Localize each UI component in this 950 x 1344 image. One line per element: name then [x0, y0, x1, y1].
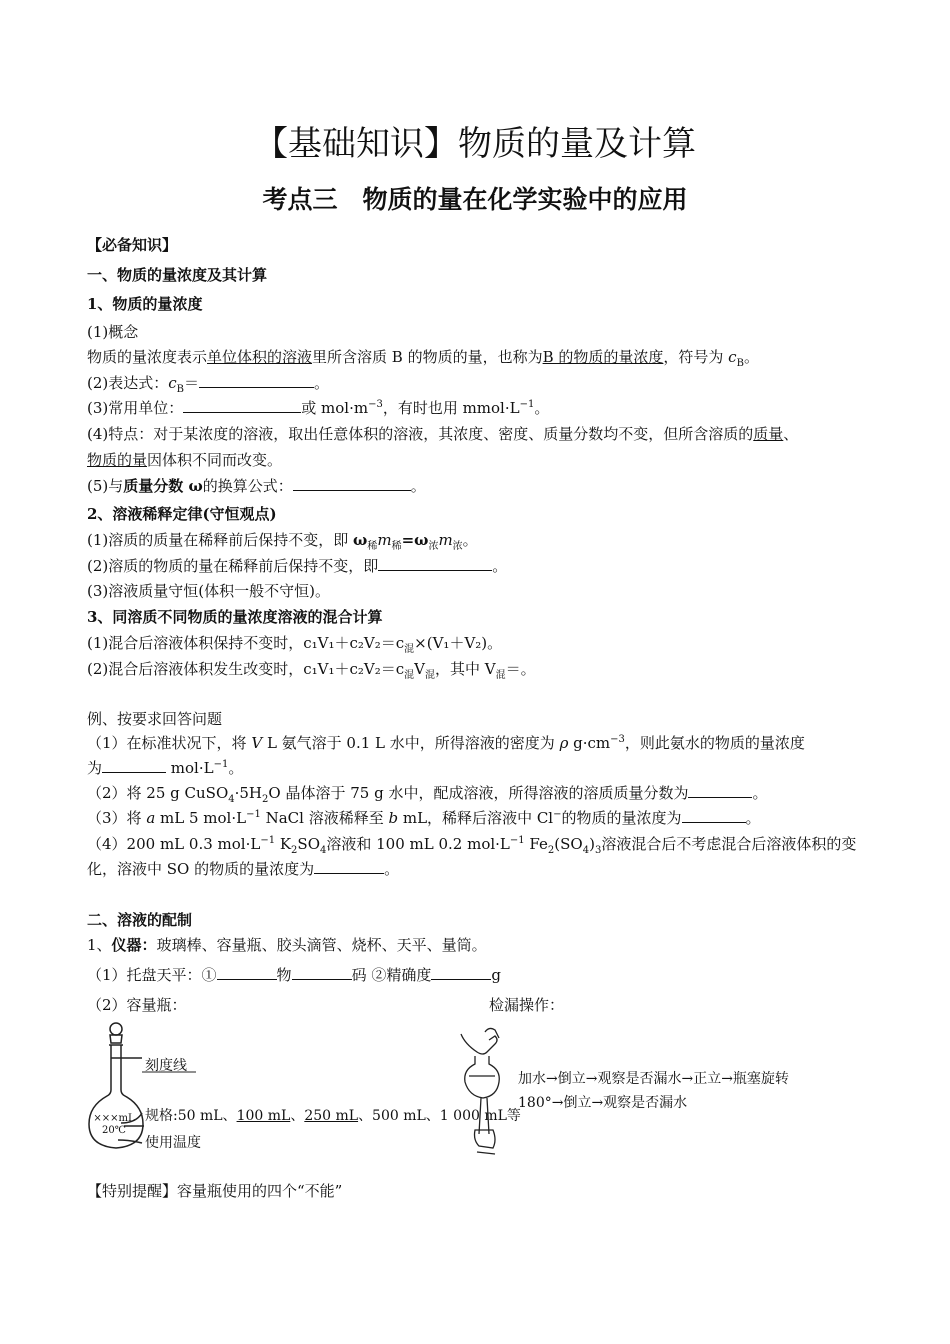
answer-blank[interactable] [217, 964, 277, 980]
subscript: 稀 [367, 541, 378, 552]
section-required-heading: 【必备知识】 [87, 236, 178, 254]
subscript: 2 [262, 794, 269, 805]
superscript: −1 [260, 835, 276, 846]
text: O 晶体溶于 75 g 水中，配成溶液，所得溶液的溶质质量分数为 [268, 784, 689, 802]
text: ·5H [234, 784, 263, 802]
symbol: m [377, 531, 392, 549]
volumetric-flask-label: （2）容量瓶： [87, 996, 187, 1014]
text: 、 [783, 425, 799, 443]
text: 为 [87, 759, 103, 777]
text: 。 [745, 809, 761, 827]
text: 的物质的量浓度为 [561, 809, 682, 827]
text: (1)混合后溶液体积保持不变时，c₁V₁＋c₂V₂＝c [87, 634, 405, 652]
text: 。 [743, 348, 759, 366]
bold-term: 质量分数 ω [123, 477, 203, 495]
document-subtitle: 考点三 物质的量在化学实验中的应用 [262, 185, 688, 214]
text: 因体积不同而改变。 [147, 451, 283, 469]
leak-test-step-1: 加水→倒立→观察是否漏水→正立→瓶塞旋转 [518, 1071, 789, 1087]
symbol: a [146, 809, 156, 827]
part2-heading: 二、溶液的配制 [87, 911, 193, 929]
bold-term: 仪器： [111, 936, 157, 954]
superscript: −1 [519, 399, 535, 410]
text: 。 [462, 531, 478, 549]
mix-line-2 [87, 658, 877, 680]
question-4-line-2 [87, 858, 877, 880]
instruments-line [87, 934, 877, 956]
text: mol·L [166, 759, 214, 777]
special-reminder: 【特别提醒】容量瓶使用的四个“不能” [87, 1182, 343, 1200]
hand-holding-flask-icon [461, 1028, 499, 1154]
text: 规格:50 mL、 [145, 1108, 237, 1124]
text: (3)常用单位： [87, 399, 184, 417]
text: （1）在标准状况下，将 [87, 734, 252, 752]
text: 的换算公式： [202, 477, 293, 495]
volumetric-flask-figure [84, 1018, 449, 1158]
answer-blank[interactable] [293, 475, 411, 491]
text: 或 mol·m [301, 399, 369, 417]
symbol: ω [414, 531, 429, 549]
text: g [491, 966, 501, 984]
superscript: −3 [610, 734, 625, 745]
text: g·cm [568, 734, 611, 752]
text: 。 [228, 759, 244, 777]
subscript: 2 [291, 845, 298, 856]
answer-blank[interactable] [688, 782, 752, 798]
subscript: 4 [582, 845, 590, 856]
text: 。 [534, 399, 550, 417]
text: mL，稀释后溶液中 Cl [398, 809, 554, 827]
subscript: 3 [594, 845, 602, 856]
question-3 [87, 807, 877, 829]
subscript: 混 [404, 644, 415, 655]
symbol: V [251, 734, 263, 752]
text: （1）托盘天平：① [87, 966, 217, 984]
text: (5)与 [87, 477, 124, 495]
question-1-line-1 [87, 732, 877, 754]
answer-blank[interactable] [292, 964, 352, 980]
text: 码 ②精确度 [351, 966, 432, 984]
subscript: 浓 [452, 541, 463, 552]
text: SO [297, 835, 320, 853]
subscript: 4 [320, 845, 327, 856]
dilution-line-3: (3)溶液质量守恒(体积一般不守恒)。 [87, 582, 330, 600]
answer-blank[interactable] [199, 372, 314, 388]
text: ，符号为 [663, 348, 729, 366]
text: （2）将 25 g CuSO [87, 784, 229, 802]
underlined-term: 质量 [753, 425, 784, 443]
symbol: b [388, 809, 399, 827]
use-temperature-label: 使用温度 [145, 1135, 201, 1151]
s3-heading: 3、同溶质不同物质的量浓度溶液的混合计算 [87, 608, 383, 626]
symbol: ρ [559, 734, 569, 752]
text: 、500 mL、1 000 mL等 [358, 1108, 521, 1124]
flask-bulb-label [92, 1113, 136, 1137]
text: 。 [410, 477, 426, 495]
leak-test-label: 检漏操作： [489, 996, 565, 1014]
part1-heading: 一、物质的量浓度及其计算 [87, 266, 268, 284]
balance-line [87, 964, 877, 986]
subscript: 稀 [391, 541, 402, 552]
underlined-term: 250 mL [304, 1108, 359, 1124]
underlined-term: 100 mL [236, 1108, 291, 1124]
text: (2)溶质的物质的量在稀释前后保持不变，即 [87, 557, 379, 575]
bulb-temperature: 20℃ [102, 1125, 126, 1136]
text: 。 [752, 784, 768, 802]
text: (2)表达式： [87, 374, 169, 392]
text: V [414, 660, 426, 678]
superscript: −1 [509, 835, 525, 846]
text: ×(V₁＋V₂)。 [414, 634, 503, 652]
text: L 氨气溶于 0.1 L 水中，所得溶液的密度为 [262, 734, 560, 752]
example-heading: 例、按要求回答问题 [87, 710, 223, 728]
text: ，则此氨水的物质的量浓度 [624, 734, 805, 752]
underlined-term: 物质的量 [87, 451, 148, 469]
subscript: 混 [404, 670, 415, 681]
subscript: 2 [547, 845, 555, 856]
answer-blank[interactable] [314, 858, 384, 874]
s2-heading: 2、溶液稀释定律(守恒观点) [87, 505, 277, 523]
dilution-line-2 [87, 555, 877, 577]
text: 玻璃棒、容量瓶、胶头滴管、烧杯、天平、量筒。 [156, 936, 487, 954]
subscript: 浓 [428, 541, 439, 552]
text: mL 5 mol·L [155, 809, 247, 827]
text: (SO [554, 835, 583, 853]
text: 物质的量浓度表示 [87, 348, 208, 366]
text: 。 [384, 860, 400, 878]
subscript: B [736, 358, 744, 369]
text: = [401, 531, 415, 549]
calibration-mark-label: 刻度线 [145, 1058, 187, 1074]
subscript: 混 [425, 670, 436, 681]
leak-test-figure [455, 1022, 515, 1157]
unit-line [87, 397, 877, 419]
leak-test-step-2: 180°→倒立→观察是否漏水 [518, 1095, 688, 1111]
text: （3）将 [87, 809, 147, 827]
text: ＝。 [505, 660, 536, 678]
text: 里所含溶质 B 的物质的量，也称为 [312, 348, 543, 366]
text: 1、 [87, 936, 112, 954]
bulb-volume: ×××mL [93, 1113, 135, 1124]
subscript: 混 [495, 670, 506, 681]
concept-label: (1)概念 [87, 323, 139, 341]
text: 溶液混合后不考虑混合后溶液体积的变 [601, 835, 857, 853]
text: 。 [492, 557, 508, 575]
superscript: −3 [368, 399, 383, 410]
question-1-line-2 [87, 757, 877, 779]
text: 、 [290, 1108, 305, 1124]
answer-blank[interactable] [378, 555, 492, 571]
symbol: c [728, 348, 737, 366]
superscript: − [553, 809, 562, 820]
symbol: c [168, 374, 177, 392]
text: K [275, 835, 292, 853]
text: ，其中 V [435, 660, 496, 678]
dilution-line-1 [87, 529, 877, 551]
document-title: 【基础知识】物质的量及计算 [254, 124, 696, 164]
text: （4）200 mL 0.3 mol·L [87, 835, 261, 853]
mix-line-1 [87, 632, 877, 654]
symbol: ω [353, 531, 368, 549]
text: ，有时也用 mmol·L [382, 399, 520, 417]
text: (2)混合后溶液体积发生改变时，c₁V₁＋c₂V₂＝c [87, 660, 405, 678]
text: 化，溶液中 SO 的物质的量浓度为 [87, 860, 315, 878]
question-2 [87, 782, 877, 804]
answer-blank[interactable] [682, 807, 746, 823]
text: ＝ [184, 374, 200, 392]
text: 溶液和 100 mL 0.2 mol·L [326, 835, 510, 853]
feature-line-2 [87, 449, 877, 471]
conversion-line [87, 475, 877, 497]
text: 。 [314, 374, 330, 392]
text: (4)特点：对于某浓度的溶液，取出任意体积的溶液，其浓度、密度、质量分数均不变，但所含溶质的 [87, 425, 754, 443]
subscript: 4 [228, 794, 235, 805]
answer-blank[interactable] [183, 397, 301, 413]
underlined-term: B 的物质的量浓度 [542, 348, 664, 366]
concept-line [87, 346, 877, 368]
text: Fe [524, 835, 548, 853]
answer-blank[interactable] [431, 964, 491, 980]
expression-line [87, 372, 877, 394]
feature-line-1 [87, 423, 877, 445]
answer-blank[interactable] [102, 757, 166, 773]
underlined-term: 单位体积的溶液 [207, 348, 313, 366]
text: (1)溶质的质量在稀释前后保持不变，即 [87, 531, 354, 549]
symbol: m [438, 531, 453, 549]
superscript: −1 [246, 809, 261, 820]
superscript: −1 [213, 759, 229, 770]
text: 物 [276, 966, 292, 984]
subscript: B [176, 384, 185, 395]
question-4-line-1 [87, 833, 877, 855]
text: ) [589, 835, 595, 853]
s1-heading: 1、物质的量浓度 [87, 295, 203, 313]
text: NaCl 溶液稀释至 [260, 809, 389, 827]
